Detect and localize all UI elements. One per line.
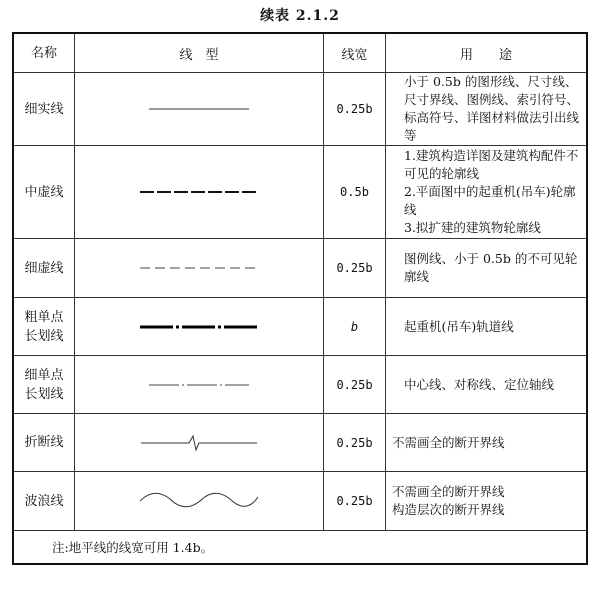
- row-width: 0.25b: [324, 239, 386, 298]
- line-sample: [75, 239, 324, 298]
- header-line-width: 线宽: [324, 33, 386, 73]
- row-name: 细实线: [13, 73, 75, 146]
- table-note: 注:地平线的线宽可用 1.4b。: [13, 531, 587, 565]
- row-usage: 不需画全的断开界线 构造层次的断开界线: [386, 472, 588, 531]
- row-width: b: [324, 298, 386, 356]
- row-usage: 图例线、小于 0.5b 的不可见轮廓线: [386, 239, 588, 298]
- header-name: 名称: [13, 33, 75, 73]
- row-name: 波浪线: [13, 472, 75, 531]
- table-row: [13, 356, 587, 414]
- line-types-table: [12, 32, 588, 565]
- line-sample: [75, 356, 324, 414]
- table-row: [13, 146, 587, 239]
- line-sample: [75, 414, 324, 472]
- row-usage: 1.建筑构造详图及建筑构配件不可见的轮廓线 2.平面图中的起重机(吊车)轮廓线 3.拟扩建的建筑物轮廓线: [386, 146, 588, 239]
- row-usage: 小于 0.5b 的图形线、尺寸线、尺寸界线、图例线、索引符号、标高符号、详图材料做法引出线等: [386, 73, 588, 146]
- table-row: [13, 414, 587, 472]
- thin-solid-line-icon: [149, 106, 249, 112]
- row-usage: 不需画全的断开界线: [386, 414, 588, 472]
- table-title: 续表 2.1.2: [260, 8, 340, 24]
- header-usage: 用 途: [386, 33, 588, 73]
- medium-dashed-line-icon: [140, 189, 258, 195]
- row-width: 0.25b: [324, 472, 386, 531]
- table-row: [13, 239, 587, 298]
- line-sample: [75, 73, 324, 146]
- thick-dash-dot-line-icon: [140, 324, 258, 330]
- row-name: 中虚线: [13, 146, 75, 239]
- line-sample: [75, 298, 324, 356]
- header-line-type: 线 型: [75, 33, 324, 73]
- table-row: [13, 73, 587, 146]
- row-width: 0.5b: [324, 146, 386, 239]
- table-row: [13, 472, 587, 531]
- row-name: 粗单点 长划线: [13, 298, 75, 356]
- row-usage: 中心线、对称线、定位轴线: [386, 356, 588, 414]
- row-name: 细虚线: [13, 239, 75, 298]
- table-row: [13, 298, 587, 356]
- note-row: [13, 531, 587, 565]
- row-usage: 起重机(吊车)轨道线: [386, 298, 588, 356]
- row-width: 0.25b: [324, 73, 386, 146]
- header-row: [13, 33, 587, 73]
- line-sample: [75, 472, 324, 531]
- row-width: 0.25b: [324, 356, 386, 414]
- thin-dash-dot-line-icon: [149, 382, 249, 388]
- thin-dashed-line-icon: [140, 265, 258, 271]
- break-line-icon: [141, 432, 257, 454]
- wavy-line-icon: [140, 491, 258, 511]
- line-sample: [75, 146, 324, 239]
- row-name: 折断线: [13, 414, 75, 472]
- row-name: 细单点 长划线: [13, 356, 75, 414]
- row-width: 0.25b: [324, 414, 386, 472]
